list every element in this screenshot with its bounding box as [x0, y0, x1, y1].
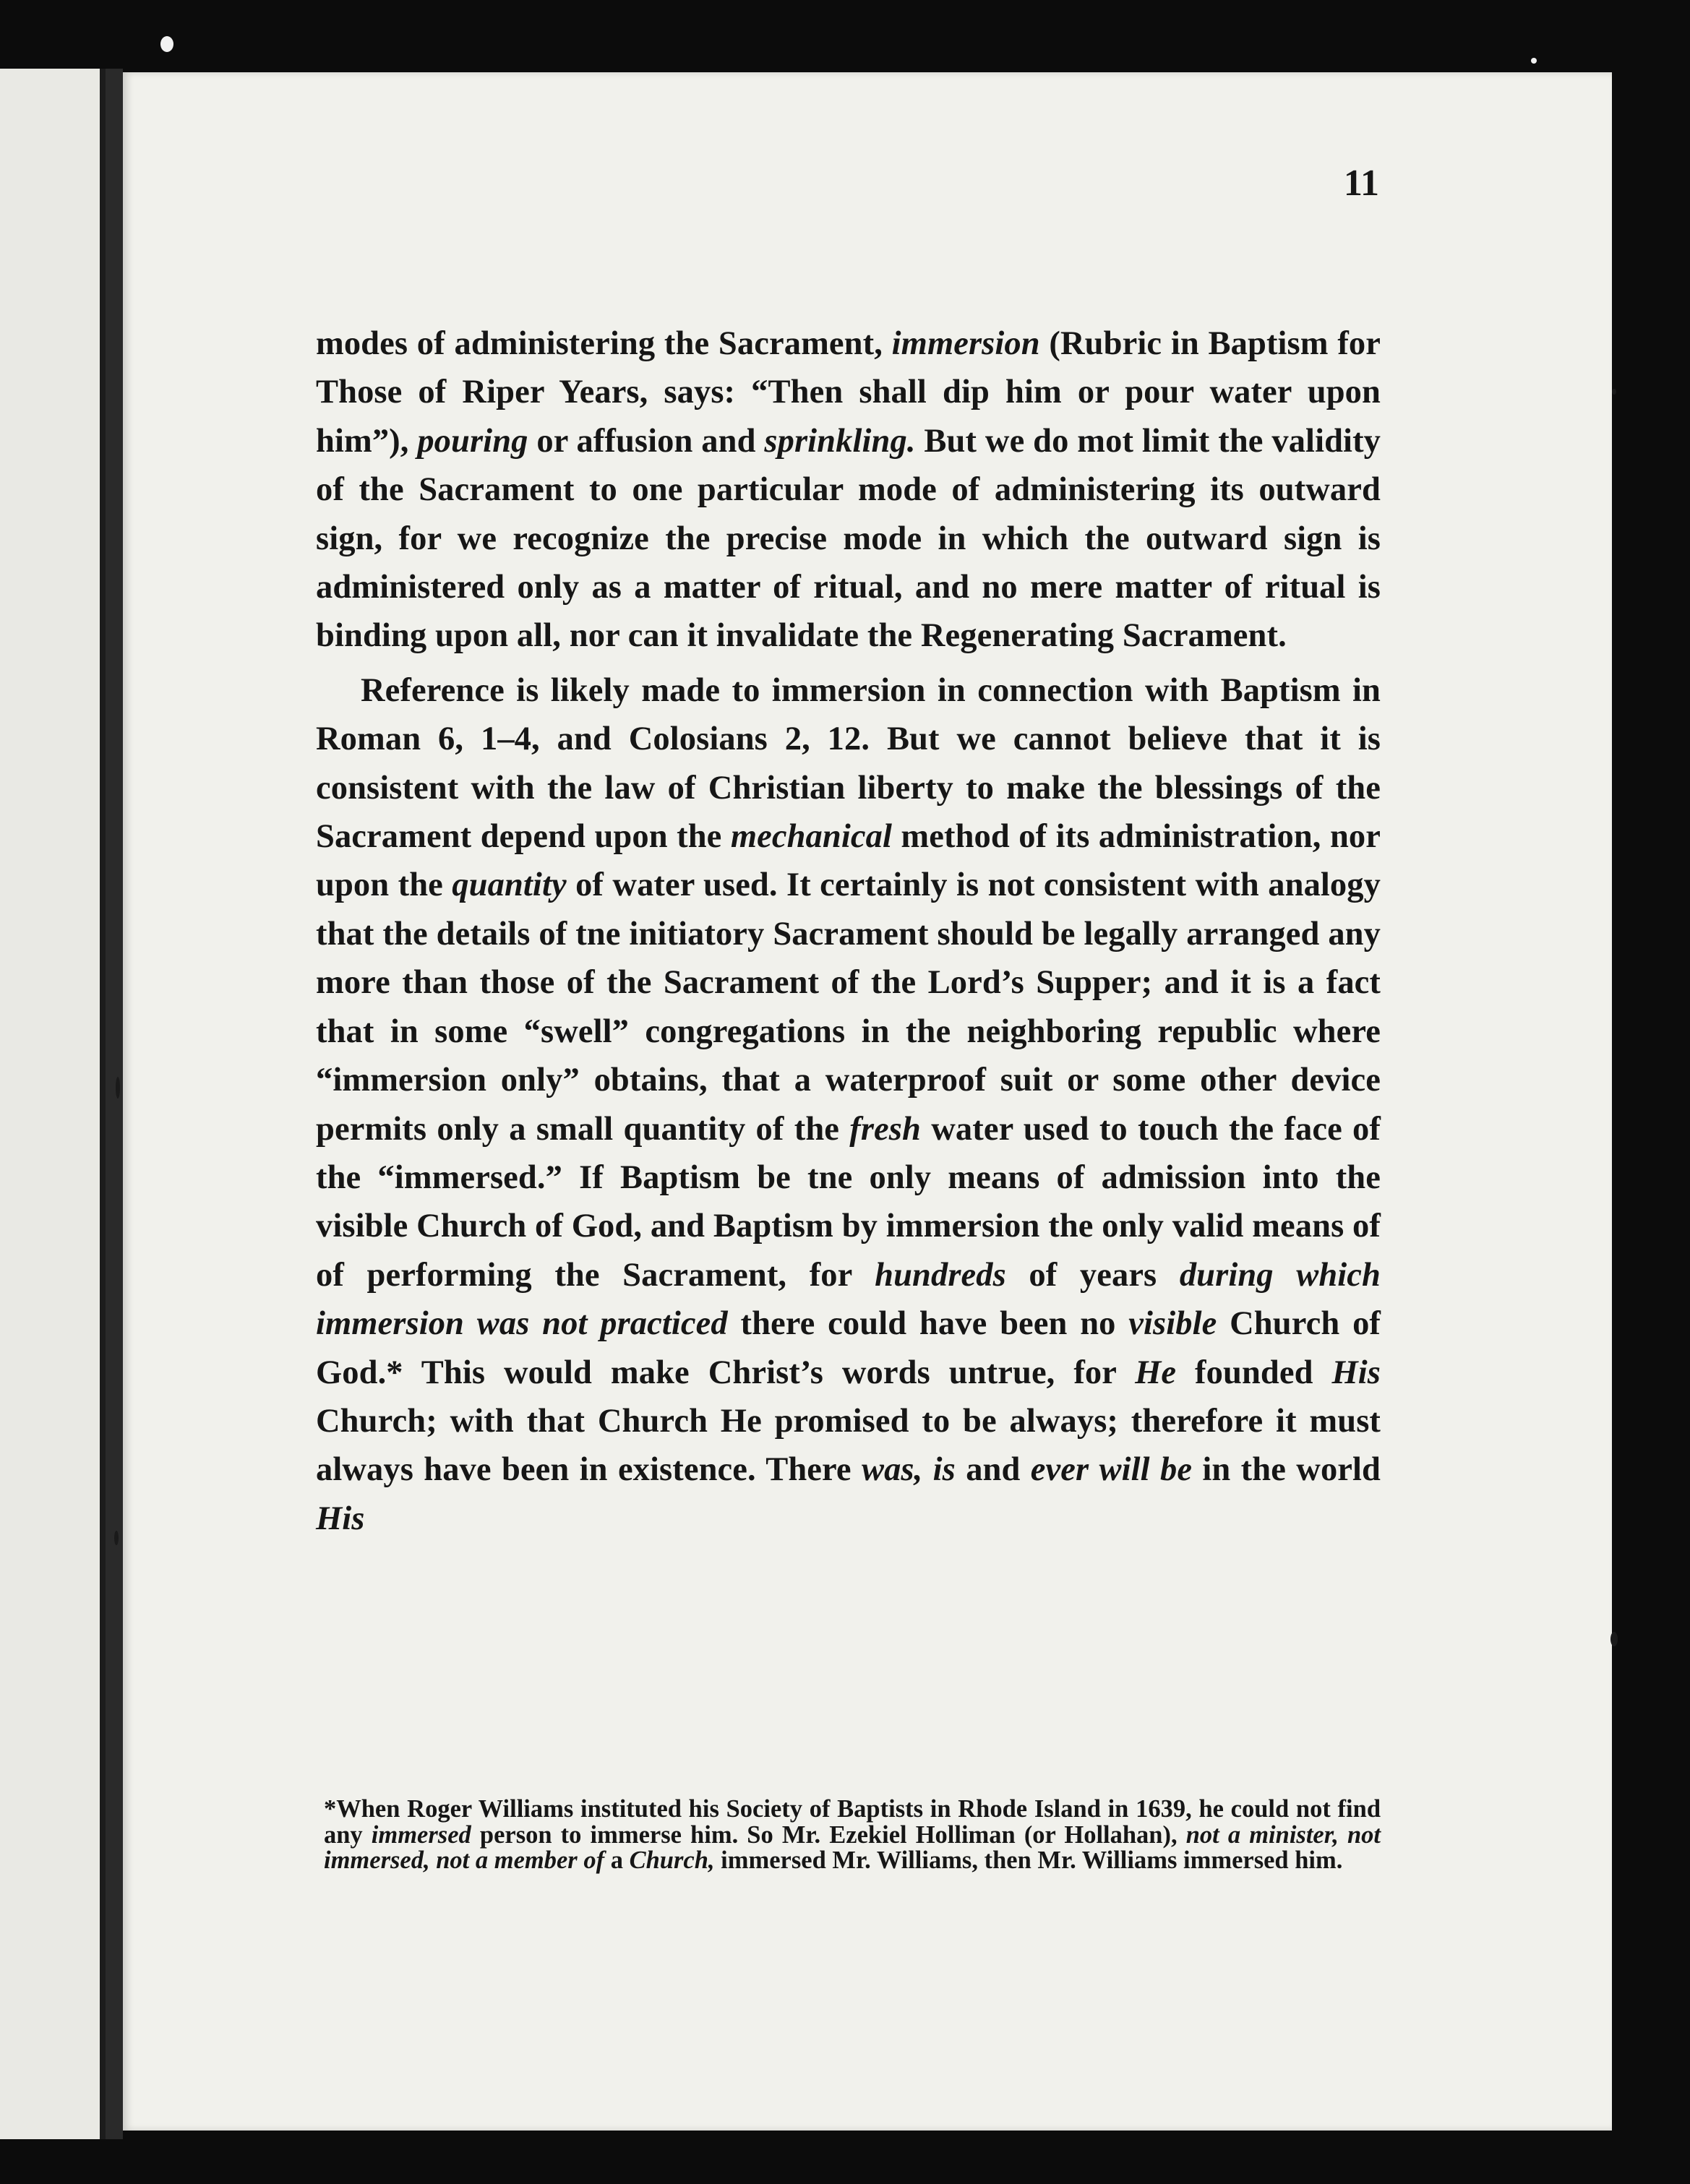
text-run: But we do mot limit the validity of the Sacrament to one particular mode of administering its outward sign, for we recognize the precise mode in which the outward sign is administered only as a matter of ritual, and no mere matter of ritual is binding upon all, nor can it invalidate the Regenerating Sacrament. — [316, 422, 1381, 655]
footnote-italic: not a minister, not immersed, not a member of — [324, 1820, 1381, 1874]
text-run: modes of administering the Sacrament, — [316, 325, 892, 362]
text-run: and — [955, 1451, 1031, 1489]
ink-mark — [1612, 389, 1616, 395]
text-run: Church; with that Church He promised to be always; therefore it must always have been in existence. There — [316, 1402, 1381, 1489]
footnote-text: immersed Mr. Williams, then Mr. Williams immersed him. — [714, 1846, 1343, 1874]
italic-run: His — [316, 1500, 365, 1537]
book-gutter — [106, 69, 123, 2139]
dust-speck — [1531, 58, 1537, 64]
italic-run: pouring — [417, 422, 528, 460]
text-run: in the world — [1192, 1451, 1381, 1489]
facing-page — [0, 69, 108, 2139]
text-run: Church of God.* This would make Christ’s words untrue, for — [316, 1305, 1381, 1391]
ink-mark — [114, 1531, 119, 1545]
paragraph-2 — [316, 666, 1381, 1543]
footnote-italic: Church, — [629, 1846, 715, 1874]
text-run: method of its administration, nor upon the — [316, 818, 1381, 904]
text-run: of water used. It certainly is not consistent with analogy that the details of tne initiatory Sacrament should be legally arranged any more than those of the Sacrament of the Lord’s Supper; and it is a fact that in some “swell” congregations in the neighboring republic where “immersion only” obtains, that a waterproof suit or some other device permits only a small quantity of the — [316, 867, 1381, 1148]
italic-run: He — [1135, 1354, 1177, 1391]
italic-run: fresh — [849, 1110, 921, 1148]
italic-run: ever will be — [1030, 1451, 1193, 1489]
text-run: founded — [1176, 1354, 1332, 1391]
text-run: (Rubric in Baptism for Those of Riper Years, says: “Then shall dip him or pour water upon him”), — [316, 325, 1381, 460]
italic-run: during which immersion was not practiced — [316, 1256, 1381, 1343]
italic-run: visible — [1128, 1305, 1217, 1343]
footnote — [324, 1797, 1381, 1874]
text-run: of years — [1005, 1256, 1180, 1294]
footnote-text: a — [604, 1846, 630, 1874]
italic-run: quantity — [452, 867, 567, 904]
ink-mark — [116, 1077, 120, 1099]
footnote-text: *When Roger Williams instituted his Society of Baptists in Rhode Island in 1639, he could not find any — [324, 1795, 1381, 1849]
italic-run: was, is — [861, 1451, 956, 1489]
page-number: 11 — [1343, 163, 1379, 204]
ink-mark — [1610, 1632, 1618, 1646]
footnote-text: person to immerse him. So Mr. Ezekiel Holliman (or Hollahan), — [471, 1820, 1186, 1849]
text-run: there could have been no — [727, 1305, 1129, 1343]
italic-run: sprinkling. — [764, 422, 916, 460]
text-run: or affusion and — [528, 422, 765, 460]
italic-run: mechanical — [730, 818, 892, 856]
dust-speck — [160, 36, 173, 52]
text-run: water used to touch the face of the “immersed.” If Baptism be tne only means of admission into the visible Church of God, and Baptism by immersion the only valid means of of performing the Sacrament, for — [316, 1110, 1381, 1294]
italic-run: His — [1331, 1354, 1381, 1391]
italic-run: immersion — [891, 325, 1040, 362]
body-text — [316, 319, 1381, 1543]
facing-page-edge — [100, 69, 106, 2139]
text-run: Reference is likely made to immersion in connection with Baptism in Roman 6, 1–4, and Colosians 2, 12. But we cannot believe that it is consistent with the law of Christian liberty to make the blessings of the Sacrament depend upon the — [316, 671, 1381, 856]
footnote-italic: immersed — [371, 1820, 471, 1849]
italic-run: hundreds — [875, 1256, 1006, 1294]
paragraph-1 — [316, 319, 1381, 661]
